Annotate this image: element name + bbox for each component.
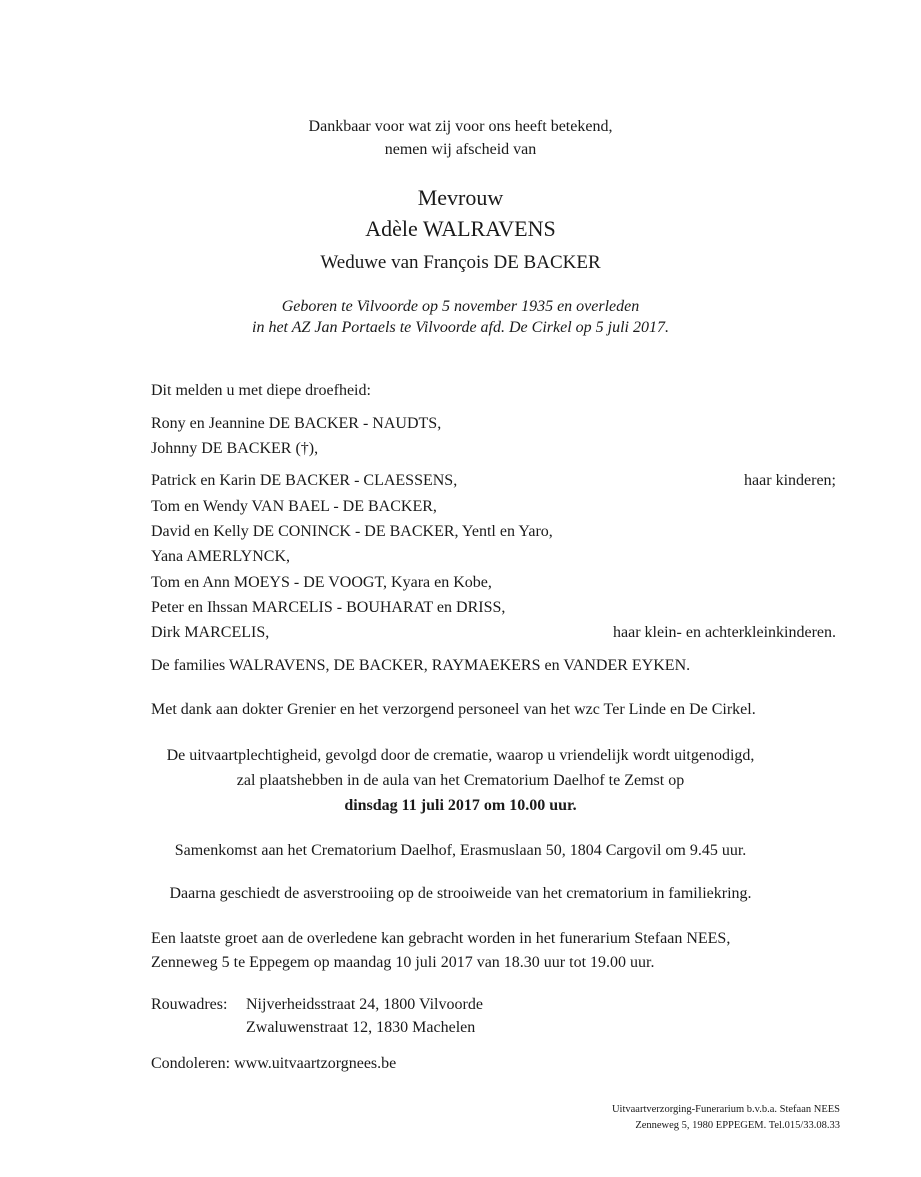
ceremony-line-2: zal plaatshebben in de aula van het Crematorium Daelhof te Zemst op bbox=[236, 772, 685, 789]
mourning-address-line-1: Nijverheidsstraat 24, 1800 Vilvoorde bbox=[246, 996, 483, 1013]
scattering-line: Daarna geschiedt de asverstrooiing op de strooiweide van het crematorium in familiekring. bbox=[169, 885, 752, 902]
footer-line-1: Uitvaartverzorging-Funerarium b.v.b.a. Stefaan NEES bbox=[611, 1104, 840, 1115]
mourning-address-label: Rouwadres: bbox=[151, 996, 228, 1013]
grandchild-line: Peter en Ihssan MARCELIS - BOUHARAT en DRISS, bbox=[151, 599, 506, 616]
thanks-line: Met dank aan dokter Grenier en het verzorgend personeel van het wzc Ter Linde en De Cirkel. bbox=[151, 701, 756, 718]
birth-death-line-1: Geboren te Vilvoorde op 5 november 1935 en overleden bbox=[281, 298, 640, 315]
child-line: Patrick en Karin DE BACKER - CLAESSENS, bbox=[151, 472, 458, 489]
grandchild-line: Tom en Wendy VAN BAEL - DE BACKER, bbox=[151, 498, 437, 515]
condolences-line: Condoleren: www.uitvaartzorgnees.be bbox=[151, 1055, 397, 1072]
meeting-line: Samenkomst aan het Crematorium Daelhof, Erasmuslaan 50, 1804 Cargovil om 9.45 uur. bbox=[174, 842, 747, 859]
grandchild-line: David en Kelly DE CONINCK - DE BACKER, Yentl en Yaro, bbox=[151, 523, 553, 540]
last-greeting-line-1: Een laatste groet aan de overledene kan gebracht worden in het funerarium Stefaan NEES, bbox=[151, 930, 731, 947]
ceremony-date: dinsdag 11 juli 2017 om 10.00 uur. bbox=[344, 797, 577, 814]
widow-line: Weduwe van François DE BACKER bbox=[320, 252, 601, 273]
children-role: haar kinderen; bbox=[744, 472, 836, 489]
deceased-name: Adèle WALRAVENS bbox=[365, 216, 556, 241]
families-line: De families WALRAVENS, DE BACKER, RAYMAEKERS en VANDER EYKEN. bbox=[151, 657, 691, 674]
intro-line-2: nemen wij afscheid van bbox=[384, 141, 537, 158]
intro-line-1: Dankbaar voor wat zij voor ons heeft betekend, bbox=[308, 118, 613, 135]
announcement: Dit melden u met diepe droefheid: bbox=[151, 382, 371, 399]
deceased-title: Mevrouw bbox=[417, 185, 504, 210]
birth-death-line-2: in het AZ Jan Portaels te Vilvoorde afd. De Cirkel op 5 juli 2017. bbox=[252, 319, 669, 336]
ceremony-line-1: De uitvaartplechtigheid, gevolgd door de crematie, waarop u vriendelijk wordt uitgenodigd, bbox=[166, 747, 755, 764]
last-greeting-line-2: Zenneweg 5 te Eppegem op maandag 10 juli 2017 van 18.30 uur tot 19.00 uur. bbox=[151, 954, 655, 971]
grandchild-line: Dirk MARCELIS, bbox=[151, 624, 270, 641]
grandchild-line: Tom en Ann MOEYS - DE VOOGT, Kyara en Kobe, bbox=[151, 574, 492, 591]
mourning-address-line-2: Zwaluwenstraat 12, 1830 Machelen bbox=[246, 1019, 476, 1036]
child-line: Johnny DE BACKER (†), bbox=[151, 440, 319, 457]
grandchildren-role: haar klein- en achterkleinkinderen. bbox=[613, 624, 836, 641]
footer-line-2: Zenneweg 5, 1980 EPPEGEM. Tel.015/33.08.33 bbox=[635, 1120, 840, 1131]
grandchild-line: Yana AMERLYNCK, bbox=[151, 548, 291, 565]
child-line: Rony en Jeannine DE BACKER - NAUDTS, bbox=[151, 415, 442, 432]
